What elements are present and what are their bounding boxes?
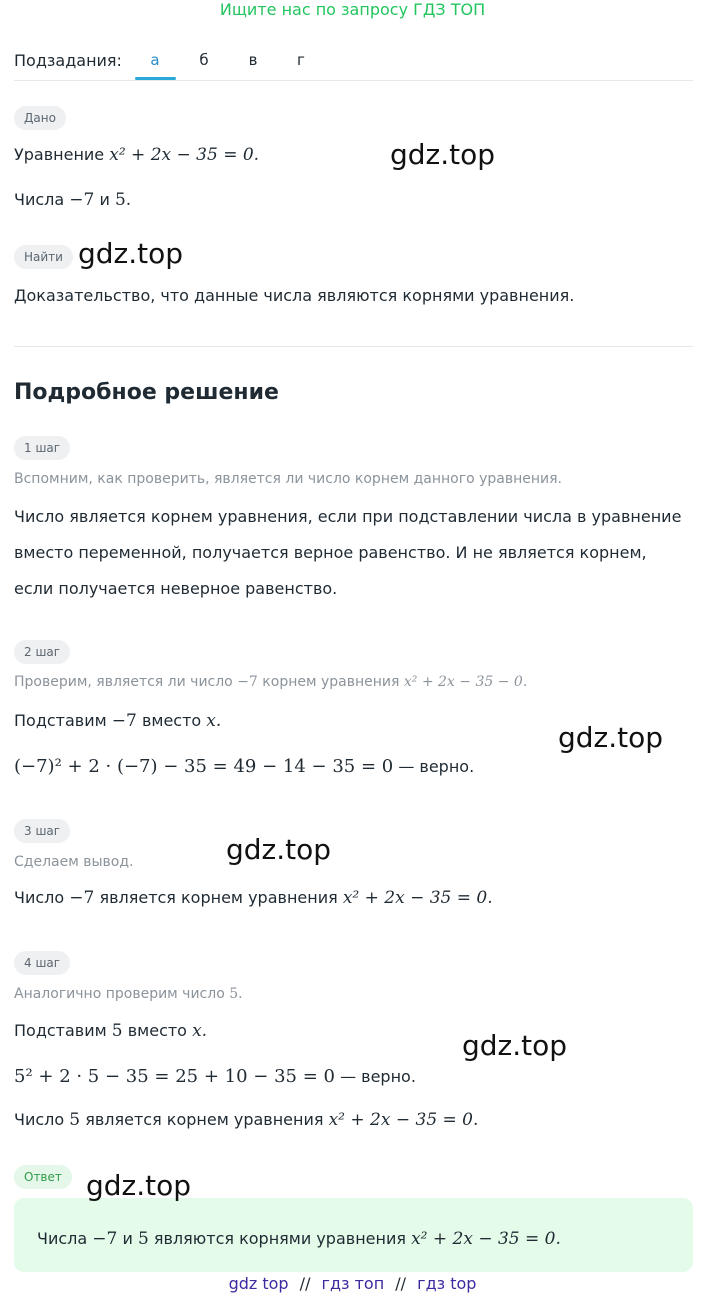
step-3-chip: 3 шаг [14, 819, 70, 843]
given-numbers-prefix: Числа [14, 190, 65, 209]
watermark: gdz.top [86, 1169, 192, 1202]
answer-num-a: −7 [92, 1229, 118, 1249]
step-4-text-mid: является корнем уравнения [85, 1110, 324, 1129]
step-2-hint-num: −7 [237, 674, 258, 690]
step-3-conclusion [14, 888, 493, 908]
step-3-hint: Сделаем вывод. [14, 854, 134, 870]
tab-g[interactable]: г [297, 51, 305, 69]
tabs-divider [14, 80, 693, 81]
step-2-hint-prefix: Проверим, является ли число [14, 674, 233, 690]
answer-eq: x² + 2x − 35 = 0. [411, 1229, 561, 1249]
footer-link-1[interactable]: gdz top [228, 1274, 289, 1293]
given-chip: Дано [14, 106, 66, 130]
answer-mid: являются корнями уравнения [153, 1229, 406, 1248]
step-1-line-3: если получается неверное равенство. [14, 579, 338, 598]
given-equation-prefix: Уравнение [14, 145, 105, 164]
watermark: gdz.top [390, 138, 496, 171]
step-4-text-eq: x² + 2x − 35 = 0. [328, 1110, 479, 1130]
step-4-hint [14, 986, 243, 1002]
step-4-sub-prefix: Подставим [14, 1021, 107, 1040]
step-4-text-prefix: Число [14, 1110, 65, 1129]
watermark: gdz.top [226, 833, 332, 866]
step-2-calc-math: (−7)² + 2 · (−7) − 35 = 49 − 14 − 35 = 0 [14, 756, 394, 777]
step-4-substitute [14, 1021, 207, 1041]
footer-links [0, 1274, 705, 1293]
step-2-hint-mid: корнем уравнения [262, 674, 400, 690]
section-divider [14, 346, 693, 347]
search-banner: Ищите нас по запросу ГДЗ ТОП [219, 0, 486, 19]
answer-and: и [122, 1229, 133, 1248]
step-2-sub-mid: вместо [141, 711, 202, 730]
step-4-sub-var: x. [192, 1021, 208, 1041]
step-2-calc [14, 756, 474, 777]
solution-title: Подробное решение [14, 380, 279, 405]
step-3-text-num: −7 [69, 888, 95, 908]
footer-link-2[interactable]: гдз топ [321, 1274, 385, 1293]
given-equation-math: x² + 2x − 35 = 0. [109, 145, 260, 165]
step-3-text-mid: является корнем уравнения [99, 888, 338, 907]
step-2-hint-eq: x² + 2x − 35 − 0. [403, 674, 528, 690]
answer-prefix: Числа [37, 1229, 88, 1248]
step-4-calc-suffix: — верно. [340, 1067, 416, 1086]
tab-a[interactable]: а [150, 51, 160, 69]
step-4-text-num: 5 [69, 1110, 81, 1130]
footer-separator: // [299, 1274, 311, 1293]
answer-text [37, 1229, 561, 1249]
tab-v[interactable]: в [248, 51, 258, 69]
step-1-hint: Вспомним, как проверить, является ли число корнем данного уравнения. [14, 471, 562, 487]
step-4-calc-math: 5² + 2 · 5 − 35 = 25 + 10 − 35 = 0 [14, 1066, 335, 1087]
step-4-hint-prefix: Аналогично проверим число [14, 986, 225, 1002]
answer-num-b: 5 [137, 1229, 149, 1249]
given-number-b: 5. [114, 190, 132, 210]
step-4-calc [14, 1066, 416, 1087]
step-2-sub-prefix: Подставим [14, 711, 107, 730]
step-2-calc-suffix: — верно. [398, 757, 475, 776]
find-chip: Найти [14, 245, 73, 269]
given-number-a: −7 [69, 190, 95, 210]
given-equation [14, 145, 259, 165]
footer-link-3[interactable]: гдз top [417, 1274, 477, 1293]
given-numbers [14, 190, 131, 210]
step-4-chip: 4 шаг [14, 951, 70, 975]
step-4-hint-num: 5. [229, 986, 243, 1002]
watermark: gdz.top [462, 1029, 568, 1062]
answer-chip: Ответ [14, 1165, 72, 1189]
footer-separator: // [395, 1274, 407, 1293]
subtasks-label: Подзадания: [14, 51, 122, 70]
step-2-hint [14, 674, 527, 690]
watermark: gdz.top [558, 721, 664, 754]
step-1-chip: 1 шаг [14, 436, 70, 460]
step-2-substitute [14, 711, 221, 731]
find-text: Доказательство, что данные числа являются корнями уравнения. [14, 286, 575, 305]
step-2-chip: 2 шаг [14, 640, 70, 664]
given-numbers-and: и [99, 190, 110, 209]
tab-b[interactable]: б [199, 51, 209, 69]
step-4-sub-mid: вместо [127, 1021, 187, 1040]
step-4-conclusion [14, 1110, 478, 1130]
step-4-sub-num: 5 [111, 1021, 123, 1041]
watermark: gdz.top [78, 237, 184, 270]
step-1-line-1: Число является корнем уравнения, если при подставлении числа в уравнение [14, 507, 682, 526]
step-2-sub-var: x. [206, 711, 222, 731]
step-3-text-prefix: Число [14, 888, 65, 907]
step-2-sub-num: −7 [111, 711, 137, 731]
step-3-text-eq: x² + 2x − 35 = 0. [342, 888, 493, 908]
step-1-line-2: вместо переменной, получается верное равенство. И не является корнем, [14, 543, 647, 562]
